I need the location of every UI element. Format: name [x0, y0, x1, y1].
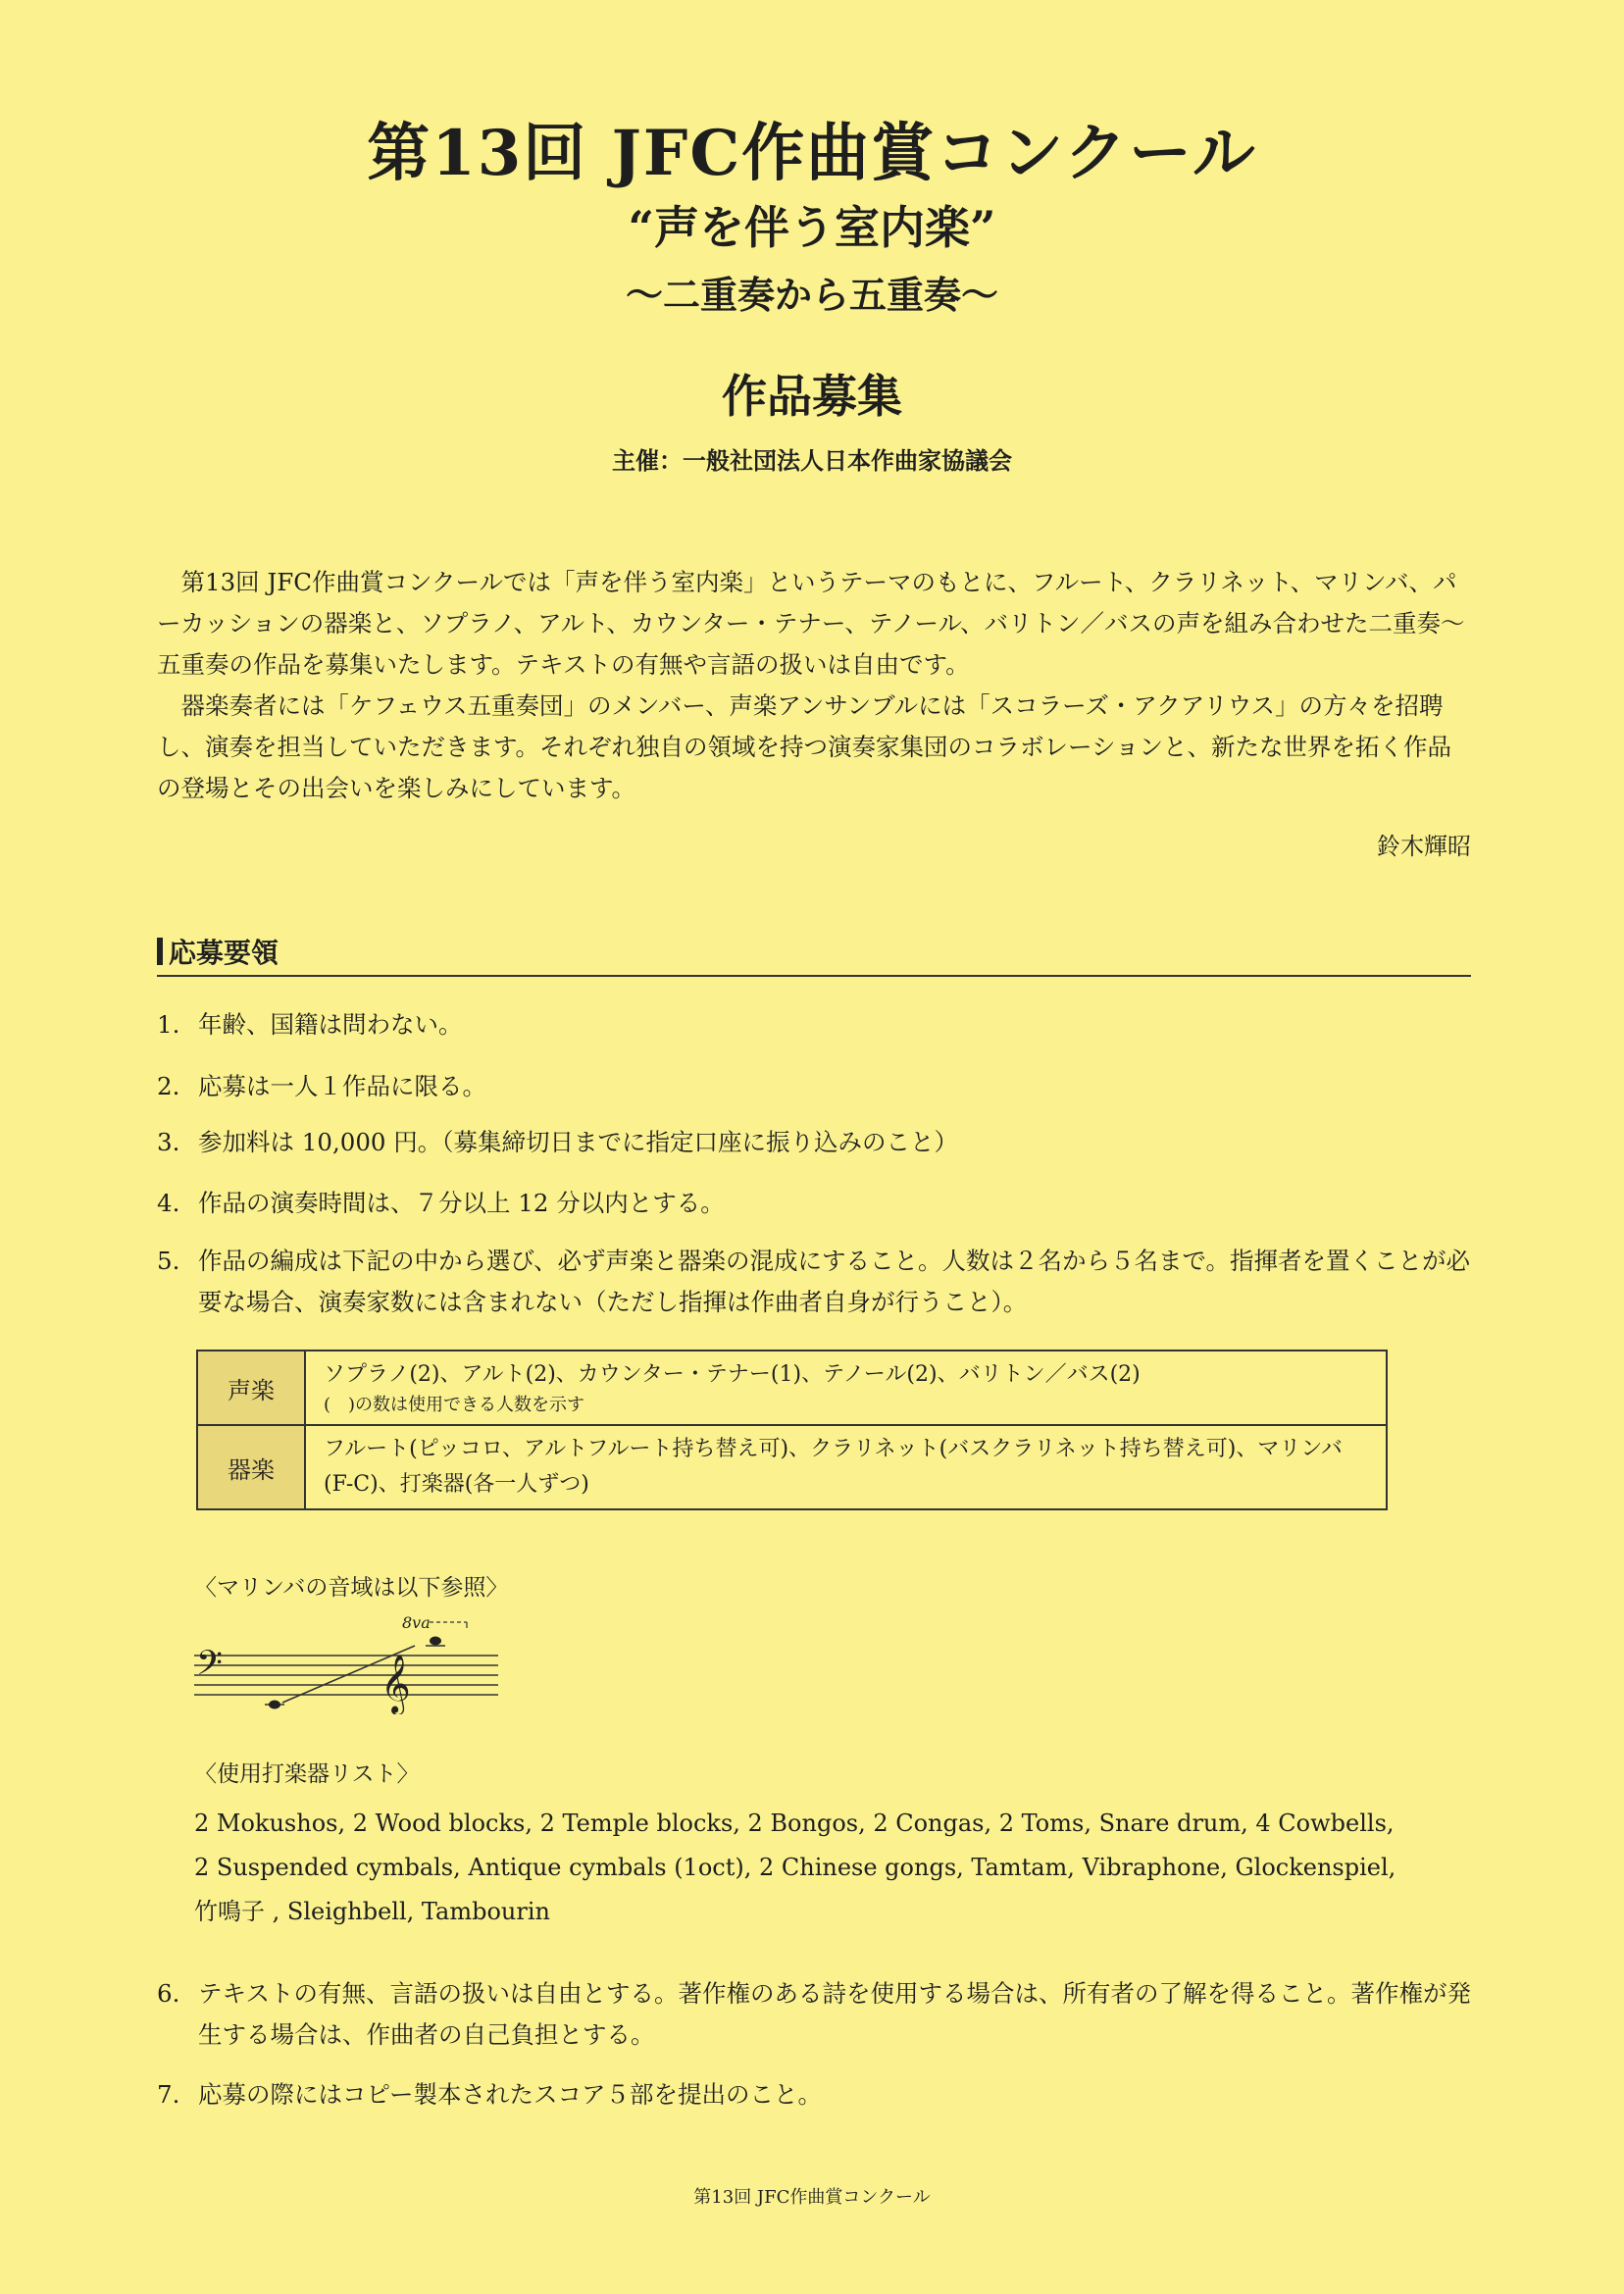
item-number: 7. — [157, 2080, 180, 2109]
ensemble-table — [196, 1350, 1388, 1510]
page-footer: 第13回 JFC作曲賞コンクール — [693, 2187, 931, 2208]
vocal-text: ソプラノ(2)、アルト(2)、カウンター・テナー(1)、テノール(2)、バリトン／バス(2) — [324, 1362, 1141, 1387]
table-row — [197, 1351, 1387, 1425]
marimba-range-label: 〈マリンバの音域は以下参照〉 — [194, 1575, 509, 1601]
intro-paragraph-1: 第13回 JFC作曲賞コンクールでは「声を伴う室内楽」というテーマのもとに、フルート、クラリネット、マリンバ、パーカッションの器楽と、ソプラノ、アルト、カウンター・テナー、テノール、バリトン／バスの声を組み合わせた二重奏～五重奏の作品を募集いたします。テキストの有無や言語の扱いは自由です。 — [157, 568, 1465, 679]
item-text: 応募の際にはコピー製本されたスコア５部を提出のこと。 — [198, 2080, 823, 2109]
list-item — [157, 2074, 1471, 2116]
item-number: 4. — [157, 1189, 180, 1217]
ottava-mark: 8va — [402, 1616, 431, 1632]
item-text: 年齢、国籍は問わない。 — [198, 1010, 463, 1039]
vocal-note: ( )の数は使用できる人数を示す — [324, 1395, 585, 1415]
vocal-header: 声楽 — [197, 1351, 305, 1425]
item-number: 1. — [157, 1010, 180, 1039]
percussion-label: 〈使用打楽器リスト〉 — [194, 1761, 420, 1787]
list-item — [157, 1973, 1471, 2056]
item-text: テキストの有無、言語の扱いは自由とする。著作権のある詩を使用する場合は、所有者の了解を得ること。著作権が発生する場合は、作曲者の自己負担とする。 — [198, 1979, 1472, 2049]
item-text: 参加料は 10,000 円。（募集締切日までに指定口座に振り込みのこと） — [198, 1128, 959, 1156]
item-number: 2. — [157, 1072, 180, 1100]
page-title: 第13回 JFC作曲賞コンクール — [367, 117, 1257, 190]
item-number: 5. — [157, 1247, 180, 1275]
instrument-cell — [305, 1425, 1387, 1509]
item-text: 応募は一人１作品に限る。 — [198, 1072, 486, 1100]
section-heading — [157, 936, 1471, 977]
marimba-range-staff — [194, 1616, 518, 1714]
item-number: 6. — [157, 1979, 180, 2008]
table-row — [197, 1425, 1387, 1509]
instrument-header: 器楽 — [197, 1425, 305, 1509]
list-item — [157, 1122, 1471, 1163]
intro-paragraph-2: 器楽奏者には「ケフェウス五重奏団」のメンバー、声楽アンサンブルには「スコラーズ・アクアリウス」の方々を招聘し、演奏を担当していただきます。それぞれ独自の領域を持つ演奏家集団のコラボレーションと、新たな世界を拓く作品の登場とその出会いを楽しみにしています。 — [157, 691, 1452, 802]
author-name: 鈴木輝昭 — [1377, 833, 1471, 860]
vocal-cell — [305, 1351, 1387, 1425]
instrument-text: フルート(ピッコロ、アルトフルート持ち替え可)、クラリネット(バスクラリネット持ち替え可)、マリンバ(F-C)、打楽器(各一人ずつ) — [324, 1437, 1343, 1497]
percussion-list: 2 Mokushos, 2 Wood blocks, 2 Temple blocks, 2 Bongos, 2 Congas, 2 Toms, Snare drum, 4 Cowbells, 2 Suspended cymbals, Antique cymbals (1oct), 2 Chinese gongs, Tamtam, Vibraphone, Glockenspiel, 竹鳴子 , Sleighbell, Tambourin — [194, 1810, 1396, 1925]
low-note-icon — [269, 1701, 280, 1709]
organizer-line: 主催：一般社団法人日本作曲家協議会 — [612, 446, 1012, 475]
bass-clef-icon: 𝄢 — [196, 1643, 224, 1691]
high-note-icon — [430, 1637, 441, 1646]
section-heading-text: 応募要領 — [169, 937, 279, 969]
list-item — [157, 1004, 1471, 1045]
range-subtitle: ～二重奏から五重奏～ — [625, 273, 998, 317]
intro-text — [157, 562, 1471, 809]
treble-clef-icon: 𝄞 — [381, 1655, 411, 1713]
call-heading: 作品募集 — [722, 370, 902, 423]
list-item — [157, 1183, 1471, 1224]
list-item — [157, 1066, 1471, 1107]
list-item — [157, 1241, 1471, 1323]
item-text: 作品の編成は下記の中から選び、必ず声楽と器楽の混成にすること。人数は２名から５名まで。指揮者を置くことが必要な場合、演奏家数には含まれない（ただし指揮は作曲者自身が行うこと）。 — [198, 1247, 1471, 1316]
theme-subtitle: “声を伴う室内楽” — [628, 201, 996, 254]
heading-bar — [157, 938, 163, 965]
item-number: 3. — [157, 1128, 180, 1156]
item-text: 作品の演奏時間は、７分以上 12 分以内とする。 — [198, 1189, 725, 1217]
